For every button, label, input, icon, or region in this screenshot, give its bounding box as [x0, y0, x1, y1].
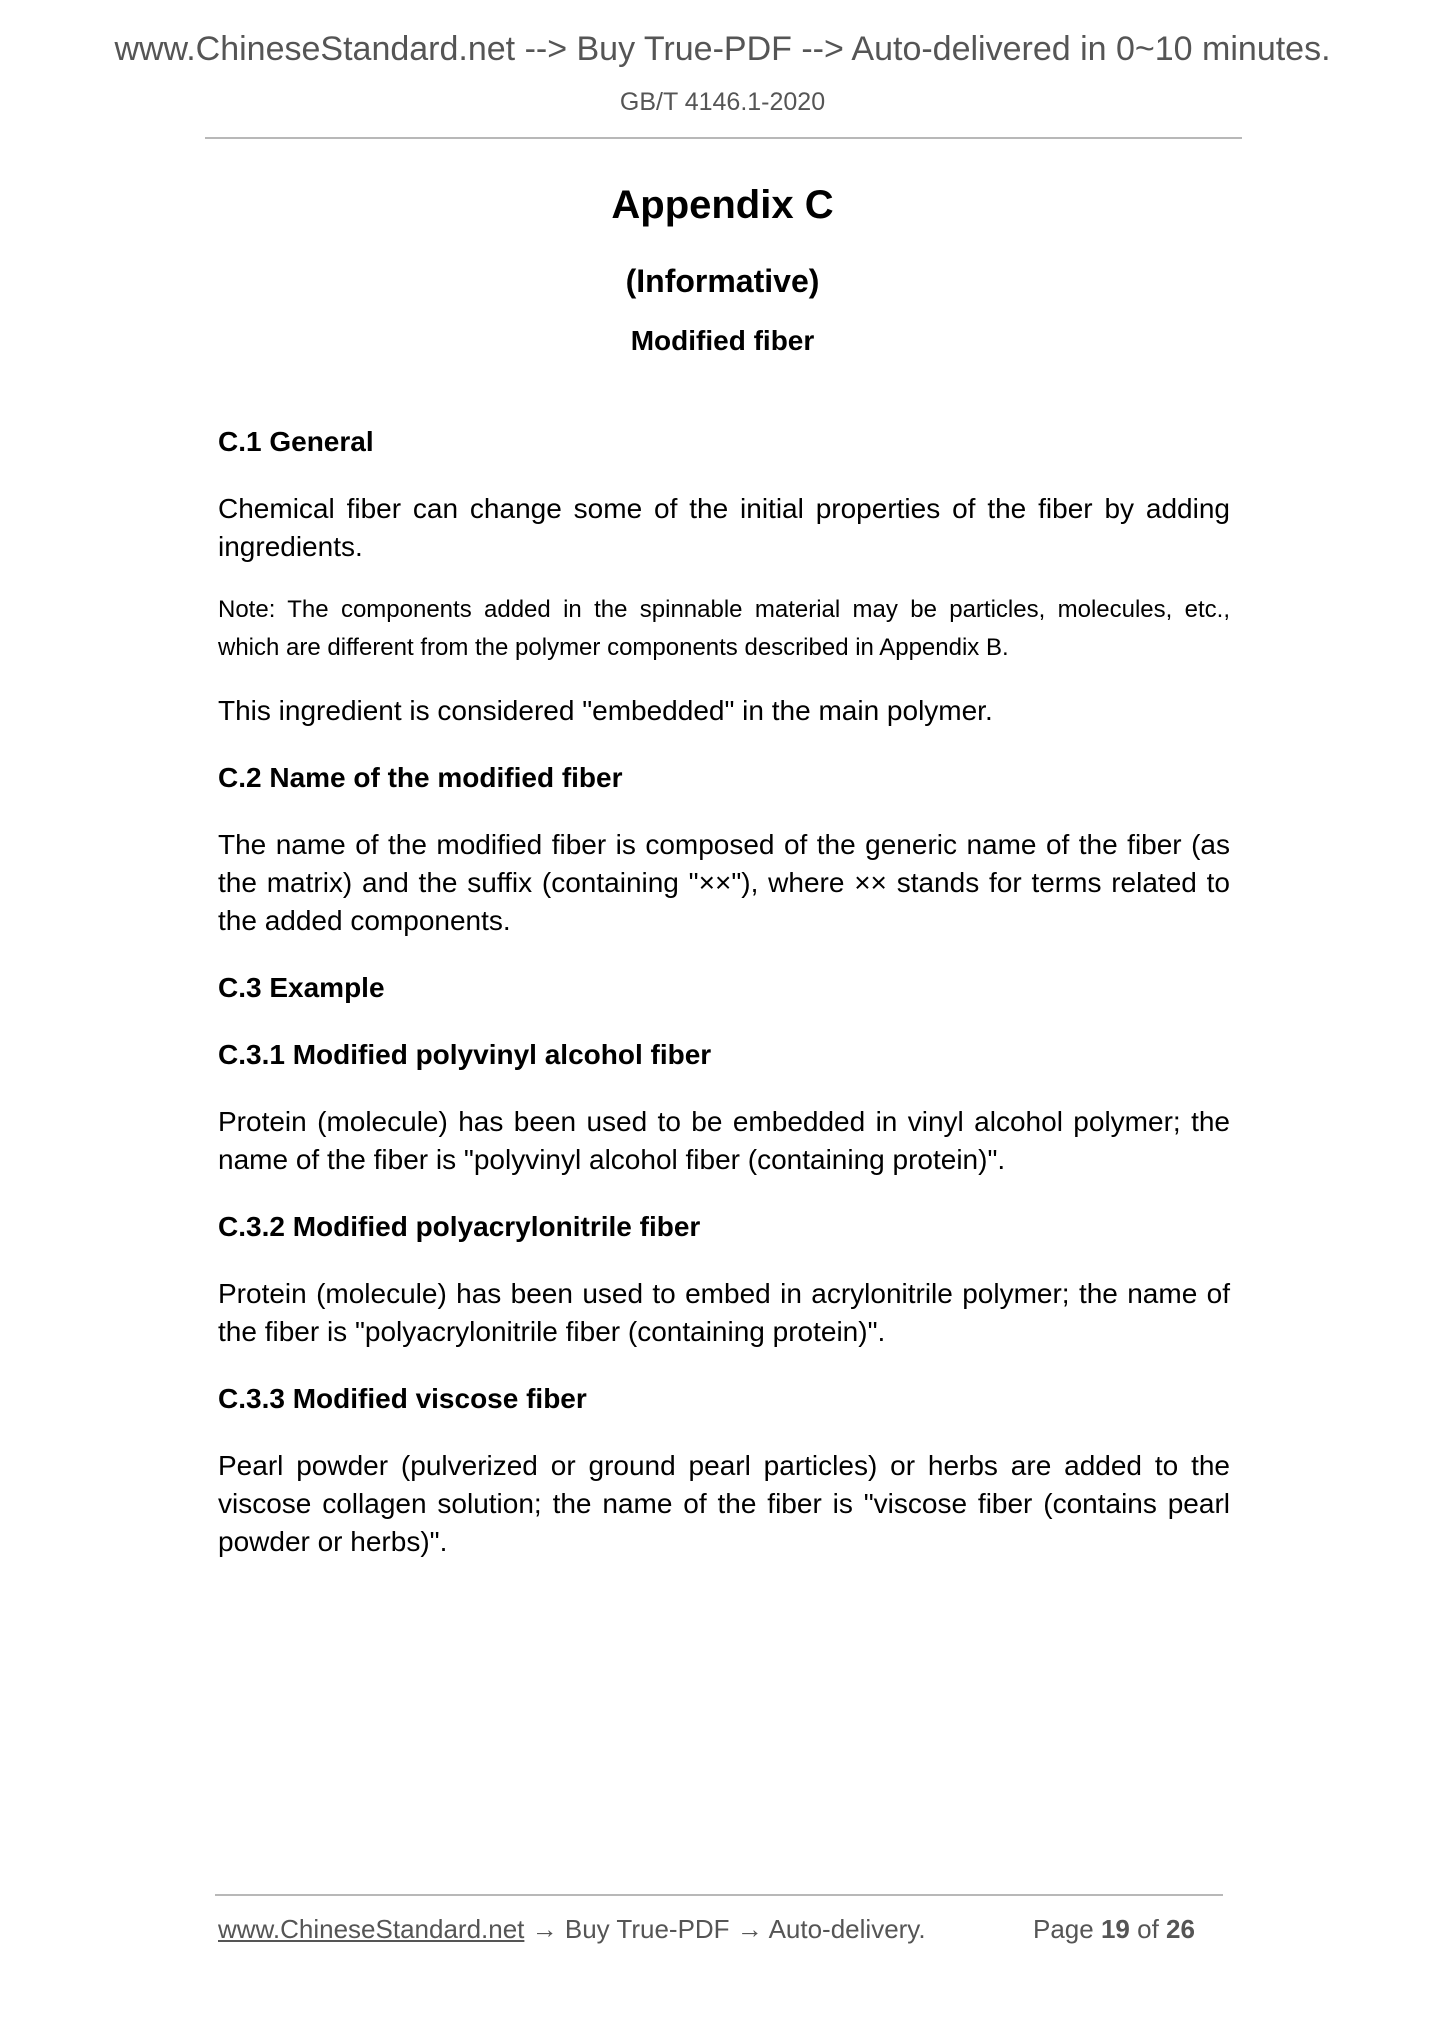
- paragraph-c31: Protein (molecule) has been used to be embedded in vinyl alcohol polymer; the name of the fiber is "polyvinyl alcohol fiber (containing protein)".: [218, 1106, 1230, 1175]
- section-heading-c2: C.2 Name of the modified fiber: [218, 762, 623, 793]
- page-label: Page: [1033, 1914, 1094, 1944]
- section-heading-c1: C.1 General: [218, 426, 374, 457]
- section-heading-c33: C.3.3 Modified viscose fiber: [218, 1383, 587, 1414]
- appendix-subject: Modified fiber: [630, 325, 815, 356]
- footer-divider: [215, 1894, 1223, 1896]
- standard-code: GB/T 4146.1-2020: [619, 88, 826, 116]
- section-heading-c32: C.3.2 Modified polyacrylonitrile fiber: [218, 1211, 701, 1242]
- paragraph-c2: The name of the modified fiber is composed of the generic name of the fiber (as the matrix) and the suffix (containing "××"), where ×× stands for terms related to the added components.: [218, 829, 1230, 936]
- header-divider: [205, 137, 1242, 139]
- paragraph-c1: Chemical fiber can change some of the initial properties of the fiber by adding ingredients.: [218, 493, 1230, 562]
- paragraph-c32: Protein (molecule) has been used to embed in acrylonitrile polymer; the name of the fiber is "polyacrylonitrile fiber (containing protein)".: [218, 1278, 1230, 1347]
- paragraph-c33: Pearl powder (pulverized or ground pearl particles) or herbs are added to the viscose collagen solution; the name of the fiber is "viscose fiber (contains pearl powder or herbs)".: [218, 1450, 1230, 1557]
- footer-website-link[interactable]: www.ChineseStandard.net: [218, 1914, 525, 1944]
- appendix-title: Appendix C: [611, 183, 834, 227]
- section-heading-c31: C.3.1 Modified polyvinyl alcohol fiber: [218, 1039, 712, 1070]
- page-counter: [1033, 1914, 1195, 1945]
- footer-tagline: → Buy True-PDF → Auto-delivery.: [524, 1914, 926, 1944]
- document-body: [218, 423, 1230, 1590]
- total-pages: 26: [1166, 1914, 1195, 1944]
- page-number: 19: [1100, 1914, 1130, 1944]
- informative-label: (Informative): [625, 263, 820, 299]
- section-heading-c3: C.3 Example: [218, 972, 385, 1003]
- footer-promo: [218, 1914, 926, 1945]
- of-label: of: [1137, 1914, 1159, 1944]
- paragraph-c1-embedded: This ingredient is considered "embedded" in the main polymer.: [218, 695, 993, 726]
- header-banner: www.ChineseStandard.net --> Buy True-PDF --> Auto-delivered in 0~10 minutes.: [114, 30, 1331, 68]
- note-c1: Note: The components added in the spinnable material may be particles, molecules, etc., which are different from the polymer components described in Appendix B.: [218, 596, 1230, 661]
